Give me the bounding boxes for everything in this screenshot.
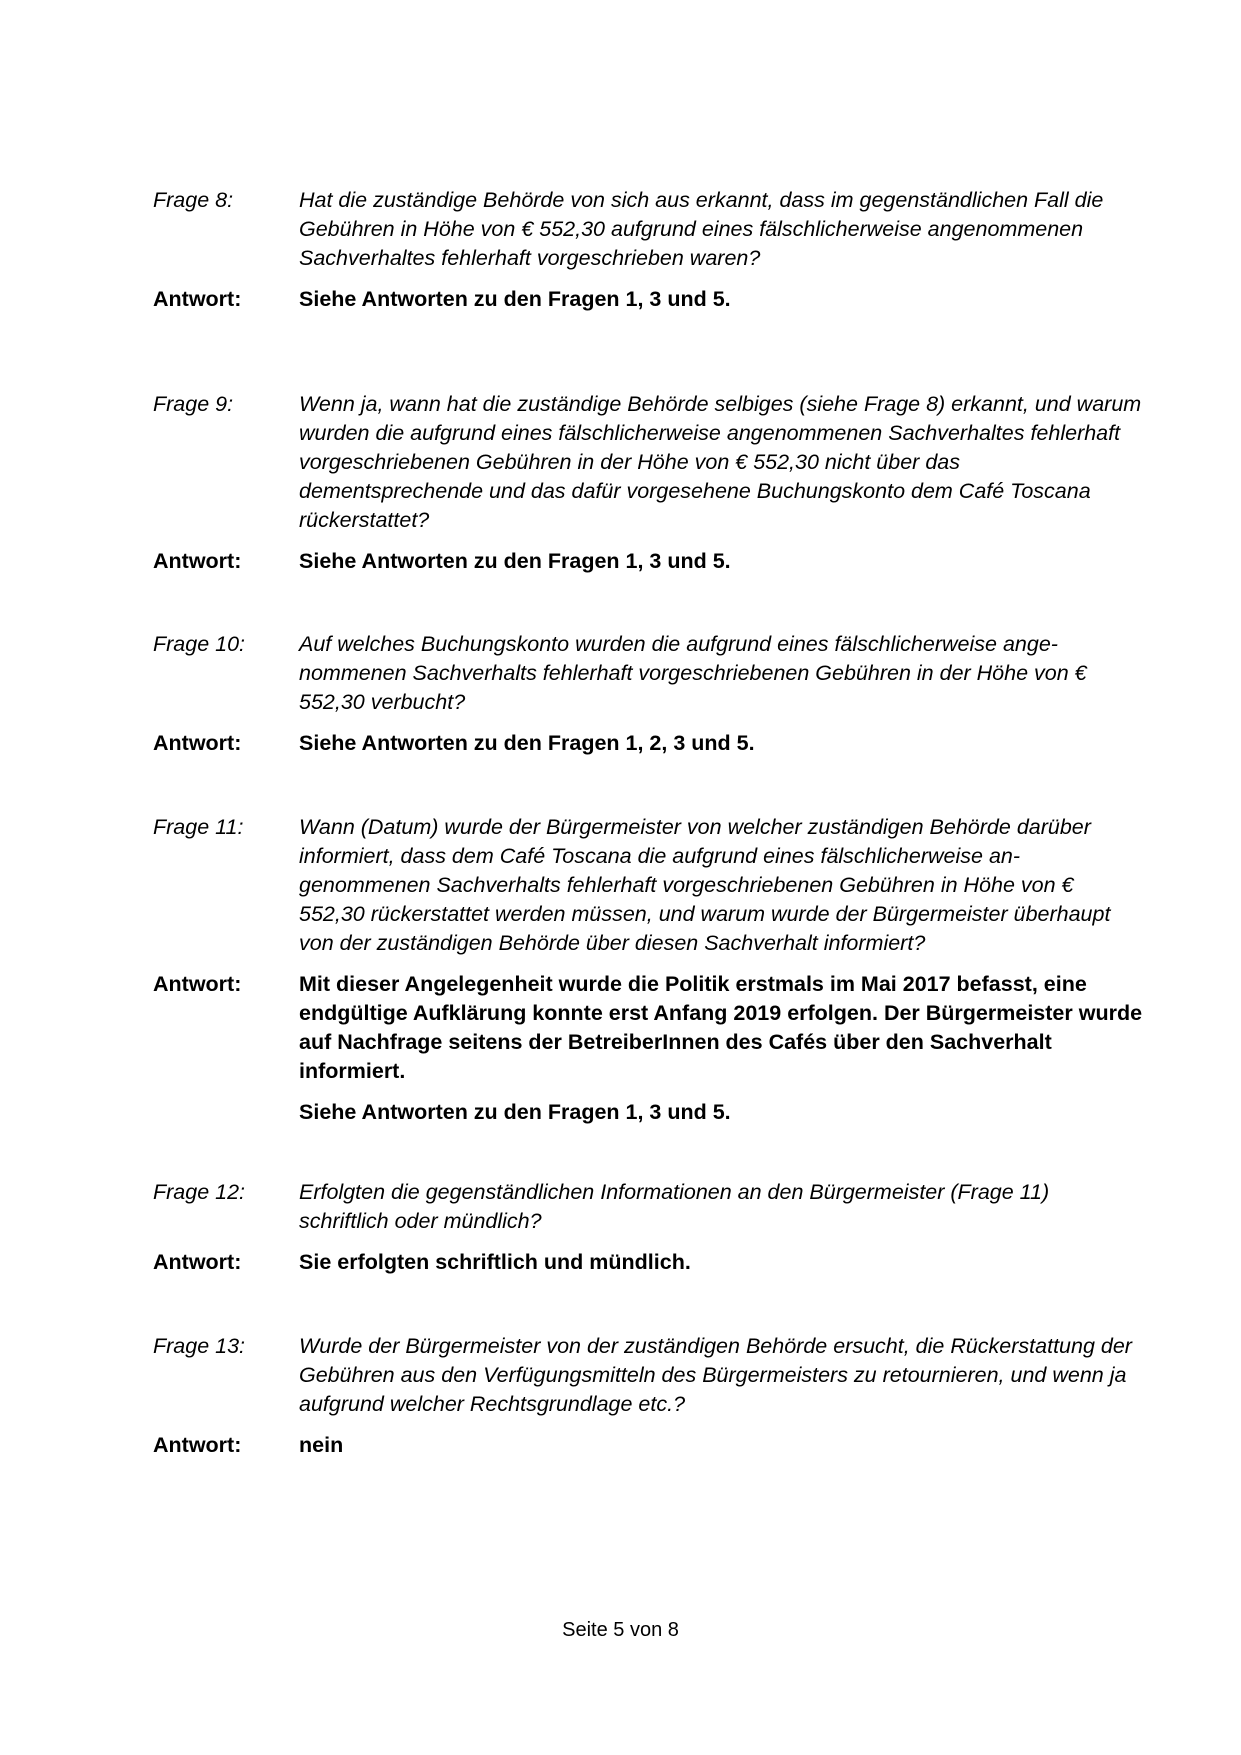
question-label: Frage 10: — [153, 632, 246, 656]
question-label: Frage 12: — [153, 1180, 246, 1204]
answer-text — [299, 285, 1143, 314]
question-label: Frage 9: — [153, 392, 234, 416]
qa-item-8 — [153, 186, 1143, 314]
question-label: Frage 13: — [153, 1334, 246, 1358]
answer-row — [153, 1431, 1143, 1460]
question-label: Frage 11: — [153, 815, 244, 839]
answer-paragraph: Siehe Antworten zu den Fragen 1, 3 und 5. — [299, 1100, 731, 1124]
answer-paragraph: Siehe Antworten zu den Fragen 1, 2, 3 und 5. — [299, 731, 755, 755]
qa-item-12 — [153, 1178, 1143, 1277]
answer-row — [153, 285, 1143, 314]
answer-label: Antwort: — [153, 287, 242, 311]
answer-label: Antwort: — [153, 1250, 242, 1274]
question-row — [153, 1332, 1143, 1419]
answer-text — [299, 970, 1143, 1127]
question-row — [153, 813, 1143, 958]
answer-paragraph: nein — [299, 1433, 344, 1457]
answer-label: Antwort: — [153, 1433, 242, 1457]
answer-text — [299, 1248, 1143, 1277]
question-text: Hat die zuständige Behörde von sich aus erkannt, dass im gegenständlichen Fall die Gebühren in Höhe von € 552,30 aufgrund eines fälschlicherweise angenommenen Sachverhaltes fehlerhaft vorgeschrieben waren? — [299, 188, 1104, 270]
answer-paragraph: Sie erfolgten schriftlich und mündlich. — [299, 1250, 691, 1274]
question-row — [153, 1178, 1143, 1236]
answer-text — [299, 729, 1143, 758]
qa-item-10 — [153, 630, 1143, 758]
answer-label: Antwort: — [153, 731, 242, 755]
answer-row — [153, 970, 1143, 1127]
answer-paragraph: Siehe Antworten zu den Fragen 1, 3 und 5. — [299, 549, 731, 573]
answer-text — [299, 547, 1143, 576]
answer-label: Antwort: — [153, 972, 242, 996]
answer-label: Antwort: — [153, 549, 242, 573]
qa-item-11 — [153, 813, 1143, 1127]
answer-text — [299, 1431, 1143, 1460]
answer-paragraph: Mit dieser Angelegenheit wurde die Politik erstmals im Mai 2017 befasst, eine endgültige Aufklärung konnte erst Anfang 2019 erfolgen. Der Bürgermeister wurde auf Nachfrage seitens der BetreiberInnen des Cafés über den Sachverhalt informiert. — [299, 972, 1143, 1083]
qa-item-9 — [153, 390, 1143, 576]
page-number: Seite 5 von 8 — [562, 1619, 679, 1641]
answer-row — [153, 547, 1143, 576]
question-row — [153, 630, 1143, 717]
question-label: Frage 8: — [153, 188, 234, 212]
question-row — [153, 186, 1143, 273]
qa-item-13 — [153, 1332, 1143, 1460]
answer-row — [153, 1248, 1143, 1277]
answer-row — [153, 729, 1143, 758]
question-text: Erfolgten die gegenständlichen Informationen an den Bürgermeister (Frage 11) schriftlich oder mündlich? — [299, 1180, 1050, 1233]
question-text: Wann (Datum) wurde der Bürgermeister von welcher zuständigen Behörde darüber informiert, dass dem Café Toscana die aufgrund eines fälschlicherweise angenommenen Sachverhalts fehlerhaft vorgeschriebenen Gebühren in Höhe von € 552,30 rückerstattet werden müssen, und warum wurde der Bürgermeister überhaupt von der zuständigen Behörde über diesen Sachverhalt informiert? — [299, 815, 1111, 955]
answer-paragraph: Siehe Antworten zu den Fragen 1, 3 und 5. — [299, 287, 731, 311]
question-row — [153, 390, 1143, 535]
question-text: Auf welches Buchungskonto wurden die aufgrund eines fälschlicherweise angenommenen Sachverhalts fehlerhaft vorgeschriebenen Gebühren in der Höhe von € 552,30 verbucht? — [299, 632, 1087, 714]
question-text: Wenn ja, wann hat die zuständige Behörde selbiges (siehe Frage 8) erkannt, und warum wurden die aufgrund eines fälschlicherweise angenommenen Sachverhaltes fehlerhaft vorgeschriebenen Gebühren in der Höhe von € 552,30 nicht über das dementsprechende und das dafür vorgesehene Buchungskonto dem Café Toscana rückerstattet? — [299, 392, 1142, 532]
question-text: Wurde der Bürgermeister von der zuständigen Behörde ersucht, die Rückerstattung der Gebühren aus den Verfügungsmitteln des Bürgermeisters zu retournieren, und wenn ja aufgrund welcher Rechtsgrundlage etc.? — [299, 1334, 1132, 1416]
